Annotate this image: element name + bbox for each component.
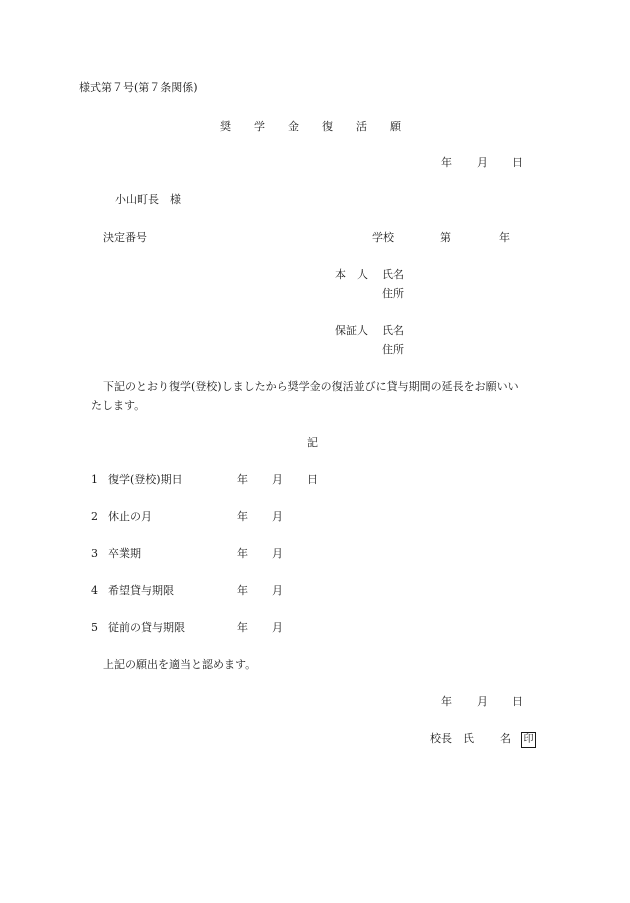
date-top-day: 日 — [512, 156, 523, 169]
title-char: 復 — [322, 120, 333, 133]
grade-prefix: 第 — [440, 231, 451, 244]
title-char: 学 — [254, 120, 265, 133]
guarantor-role: 保証人 — [335, 324, 368, 337]
item-label: 復学(登校)期日 — [108, 473, 183, 486]
item-year: 年 — [237, 547, 248, 560]
guarantor-address-label: 住所 — [382, 343, 404, 356]
body-text-line-2: たします。 — [91, 399, 146, 412]
item-month: 月 — [272, 547, 283, 560]
date-top-month: 月 — [477, 156, 488, 169]
item-number: 1 — [91, 473, 98, 486]
item-year: 年 — [237, 621, 248, 634]
title-char: 願 — [390, 120, 401, 133]
item-number: 2 — [91, 510, 98, 523]
seal-stamp-box: 印 — [521, 732, 536, 748]
item-number: 5 — [91, 621, 98, 634]
principal-name-char: 名 — [500, 732, 511, 745]
item-day: 日 — [307, 473, 318, 486]
item-number: 3 — [91, 547, 98, 560]
form-number: 様式第７号(第７条関係) — [79, 81, 198, 94]
addressee: 小山町長 様 — [115, 193, 181, 206]
approval-text: 上記の願出を適当と認めます。 — [103, 658, 257, 671]
title-char: 金 — [288, 120, 299, 133]
item-month: 月 — [272, 473, 283, 486]
applicant-address-label: 住所 — [382, 287, 404, 300]
item-number: 4 — [91, 584, 98, 597]
item-label: 休止の月 — [108, 510, 152, 523]
school-label: 学校 — [372, 231, 394, 244]
date-bottom-day: 日 — [512, 695, 523, 708]
item-month: 月 — [272, 621, 283, 634]
item-month: 月 — [272, 584, 283, 597]
date-bottom-year: 年 — [441, 695, 452, 708]
body-text-line-1: 下記のとおり復学(登校)しましたから奨学金の復活並びに貸与期間の延長をお願いい — [103, 380, 519, 393]
title-char: 活 — [356, 120, 367, 133]
item-label: 卒業期 — [108, 547, 141, 560]
item-label: 従前の貸与期限 — [108, 621, 185, 634]
principal-label: 校長 氏 — [430, 732, 474, 745]
decision-number-label: 決定番号 — [103, 231, 147, 244]
document-title — [220, 120, 401, 134]
grade-suffix: 年 — [499, 231, 510, 244]
applicant-name-label: 氏名 — [382, 268, 404, 281]
title-char: 奨 — [220, 120, 231, 133]
applicant-role: 本 人 — [335, 268, 368, 281]
guarantor-name-label: 氏名 — [382, 324, 404, 337]
date-top-year: 年 — [441, 156, 452, 169]
item-label: 希望貸与期限 — [108, 584, 174, 597]
ki-heading: 記 — [307, 436, 318, 449]
date-bottom-month: 月 — [477, 695, 488, 708]
item-year: 年 — [237, 473, 248, 486]
item-month: 月 — [272, 510, 283, 523]
item-year: 年 — [237, 584, 248, 597]
item-year: 年 — [237, 510, 248, 523]
